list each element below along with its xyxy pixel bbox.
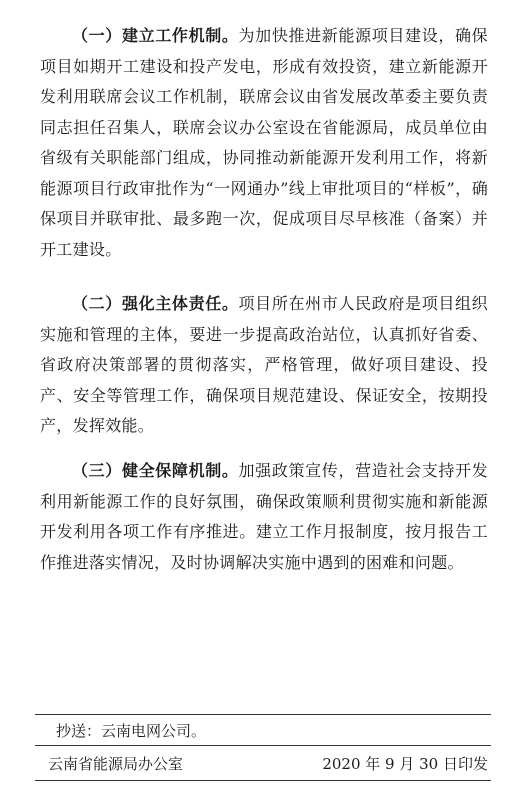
footer-top-divider	[35, 714, 491, 715]
section-3-heading: （三）健全保障机制。	[72, 461, 239, 480]
section-1-paragraph	[40, 21, 488, 265]
issue-date: 2020 年 9 月 30 日印发	[322, 755, 488, 773]
cc-line: 抄送：云南电网公司。	[56, 722, 207, 740]
footer-middle-divider	[35, 745, 491, 746]
section-1-heading: （一）建立工作机制。	[72, 26, 239, 45]
footer-bottom-divider	[35, 780, 491, 781]
section-1-body: 为加快推进新能源项目建设，确保项目如期开工建设和投产发电，形成有效投资，建立新能源开发利用联席会议工作机制，联席会议由省发展改革委主要负责同志担任召集人，联席会议办公室设在省能源局，成员单位由省级有关职能部门组成，协同推动新能源开发利用工作，将新能源项目行政审批作为“一网通办”线上审批项目的“样板”，确保项目并联审批、最多跑一次，促成项目尽早核准（备案）并开工建设。	[40, 26, 488, 259]
section-2-paragraph	[40, 289, 488, 442]
section-2-heading: （二）强化主体责任。	[72, 294, 239, 313]
section-2-body: 项目所在州市人民政府是项目组织实施和管理的主体，要进一步提高政治站位，认真抓好省委、省政府决策部署的贯彻落实，严格管理，做好项目建设、投产、安全等管理工作，确保项目规范建设、保证安全，按期投产，发挥效能。	[40, 294, 488, 435]
section-3-body: 加强政策宣传，营造社会支持开发利用新能源工作的良好氛围，确保政策顺利贯彻实施和新能源开发利用各项工作有序推进。建立工作月报制度，按月报告工作推进落实情况，及时协调解决实施中遇到的困难和问题。	[40, 461, 488, 572]
section-3-paragraph	[40, 456, 488, 578]
issuer-name: 云南省能源局办公室	[48, 755, 184, 773]
